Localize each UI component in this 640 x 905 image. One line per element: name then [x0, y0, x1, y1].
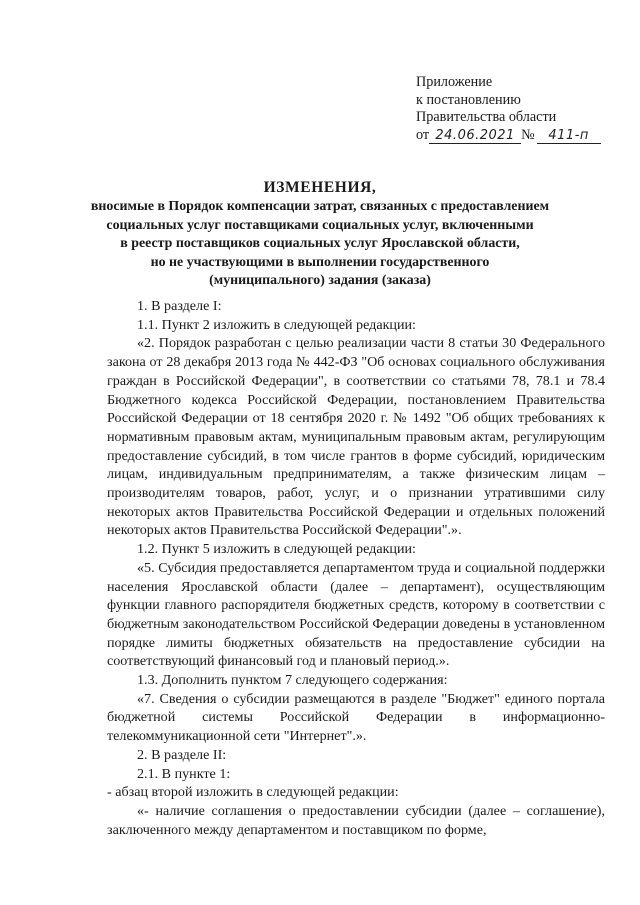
appendix-date-number-line [416, 127, 601, 145]
appendix-label: Приложение [416, 74, 493, 90]
paragraph: «- наличие соглашения о предоставлении субсидии (далее – соглашение), заключенного между департаментом и поставщиком по форме, [107, 802, 605, 838]
document-title: ИЗМЕНЕНИЯ, [263, 179, 377, 196]
paragraph: 1.2. Пункт 5 изложить в следующей редакции: [137, 541, 416, 558]
paragraph: 2.1. В пункте 1: [137, 765, 231, 782]
paragraph: 1.3. Дополнить пунктом 7 следующего содержания: [137, 672, 448, 689]
paragraph: 1.1. Пункт 2 изложить в следующей редакции: [137, 316, 416, 333]
paragraph: «5. Субсидия предоставляется департаментом труда и социальной поддержки населения Ярославской области (далее – департамент), осуществляющим функции главного распорядителя бюджетных средств, которому в соответствии с бюджетным законодательством Российской Федерации доведены в установленном порядке лимиты бюджетных обязательств на предоставление субсидии на соответствующий финансовый год и плановый период.». [107, 559, 605, 670]
appendix-government-label: Правительства области [416, 109, 557, 125]
paragraph: «7. Сведения о субсидии размещаются в разделе "Бюджет" единого портала бюджетной системы Российской Федерации в информационно-телекоммуникационной сети "Интернет".». [107, 690, 605, 745]
number-prefix: № [521, 126, 535, 143]
handwritten-number: 411-п [537, 129, 601, 144]
document-subtitle: вносимые в Порядок компенсации затрат, связанных с предоставлением социальных услуг поставщиками социальных услуг, включенными в реестр поставщиков социальных услуг Ярославской области, но не участвующими в выполнении государственного (муниципального) задания (заказа) [90, 199, 550, 289]
appendix-resolution-label: к постановлению [416, 91, 521, 108]
paragraph: «2. Порядок разработан с целью реализации части 8 статьи 30 Федерального закона от 28 декабря 2013 года № 442-ФЗ "Об основах социального обслуживания граждан в Российской Федерации", в соответствии со статьями 78, 78.1 и 78.4 Бюджетного кодекса Российской Федерации, постановлением Правительства Российской Федерации от 18 сентября 2020 г. № 1492 "Об общих требованиях к нормативным правовым актам, муниципальным правовым актам, регулирующим предоставление субсидий, в том числе грантов в форме субсидий, юридическим лицам, индивидуальным предпринимателям, а также физическим лицам – производителям товаров, работ, услуг, и о признании утратившими силу некоторых актов Правительства Российской Федерации и отдельных положений некоторых актов Правительства Российской Федерации".». [107, 335, 605, 539]
paragraph: 2. В разделе II: [137, 746, 227, 763]
handwritten-date: 24.06.2021 [429, 129, 521, 144]
date-prefix: от [416, 126, 430, 143]
paragraph: - абзац второй изложить в следующей редакции: [107, 784, 399, 801]
appendix-block [416, 74, 601, 144]
document-body [107, 297, 605, 839]
paragraph: 1. В разделе I: [137, 298, 222, 314]
document-heading [0, 178, 640, 291]
